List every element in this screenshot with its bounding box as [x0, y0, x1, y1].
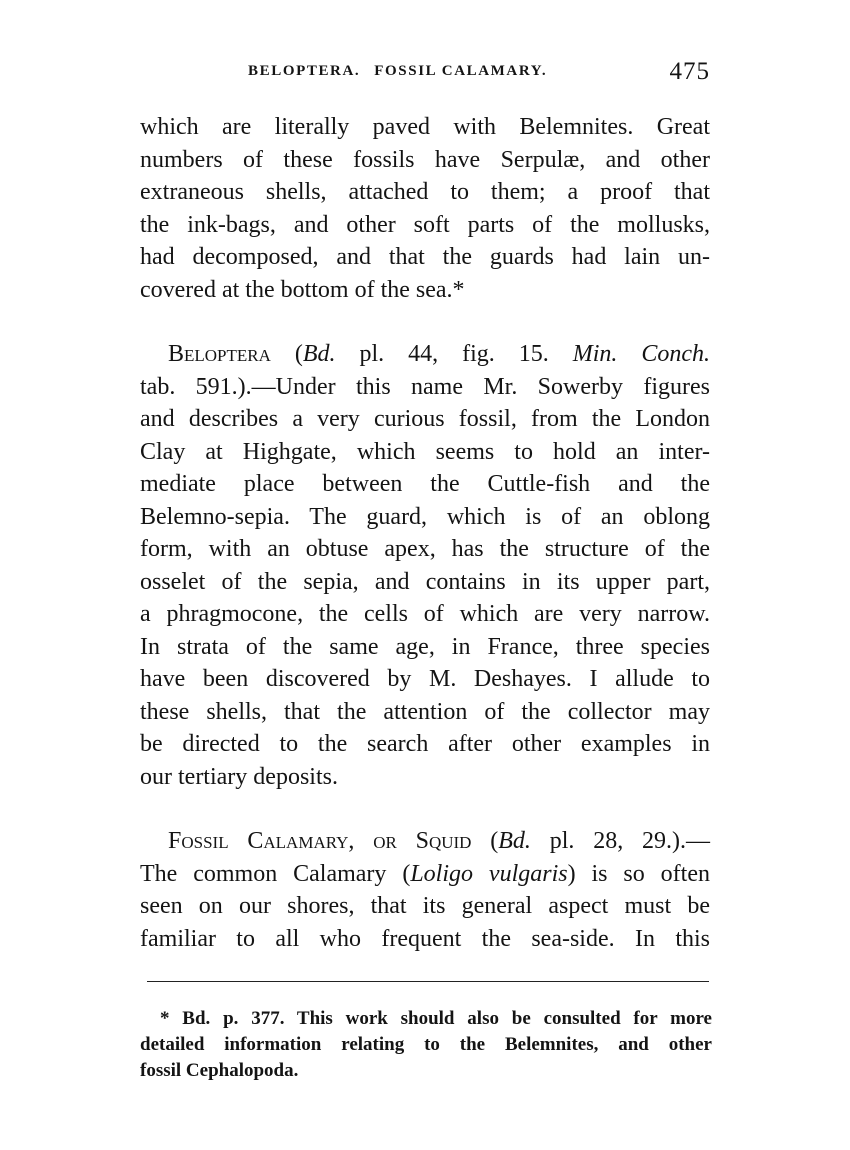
page-header [140, 58, 710, 92]
running-head-right: FOSSIL CALAMARY. [374, 63, 548, 79]
running-head [248, 63, 547, 80]
text-line: mediate place between the Cuttle-fish and the [140, 471, 710, 497]
text-line: Belemno-sepia. The guard, which is of an oblong [140, 503, 710, 530]
text-line: had decomposed, and that the guards had lain un- [140, 244, 710, 270]
text-line: these shells, that the attention of the collector may [140, 698, 710, 725]
section-heading-beloptera: Beloptera [168, 341, 271, 367]
text-line: covered at the bottom of the sea.* [140, 276, 465, 303]
text-line: the ink-bags, and other soft parts of the mollusks, [140, 211, 710, 238]
text-fragment: ) is so often [567, 860, 710, 887]
footnote-rule [147, 981, 709, 982]
text-line: Clay at Highgate, which seems to hold an inter- [140, 438, 710, 465]
text-line: In strata of the same age, in France, three species [140, 633, 710, 660]
text-line: and describes a very curious fossil, from the London [140, 406, 710, 432]
footnote-line: fossil Cephalopoda. [140, 1060, 299, 1081]
paragraph-continuation [140, 111, 710, 306]
text-line [140, 825, 710, 858]
text-line: a phragmocone, the cells of which are very narrow. [140, 601, 710, 627]
text-line: extraneous shells, attached to them; a proof that [140, 179, 710, 205]
footnote [140, 1006, 712, 1084]
reference-bd: Bd. [302, 341, 336, 367]
text-line: numbers of these fossils have Serpulæ, and other [140, 146, 710, 173]
text-line: seen on our shores, that its general aspect must be [140, 893, 710, 919]
section-heading-calamary: Fossil Calamary, or Squid [168, 828, 472, 854]
reference-open: ( [270, 341, 303, 367]
text-fragment: The common Calamary ( [140, 860, 411, 887]
text-line: our tertiary deposits. [140, 763, 338, 790]
text-line: be directed to the search after other examples in [140, 731, 710, 757]
text-line: tab. 591.).—Under this name Mr. Sowerby figures [140, 373, 710, 400]
text-line: which are literally paved with Belemnites. Great [140, 114, 710, 140]
paragraph-fossil-calamary [140, 825, 710, 955]
reference-open: ( [471, 828, 499, 854]
reference-plate: pl. 44, fig. 15. [335, 341, 573, 367]
text-line: osselet of the sepia, and contains in its upper part, [140, 568, 710, 595]
text-line: have been discovered by M. Deshayes. I allude to [140, 666, 710, 692]
page-number: 475 [669, 58, 710, 85]
reference-bd: Bd. [498, 828, 531, 854]
species-name: Loligo vulgaris [410, 860, 568, 887]
paragraph-beloptera [140, 338, 710, 793]
text-line [140, 338, 710, 371]
text-line [140, 858, 710, 891]
footnote-line: * Bd. p. 377. This work should also be consulted for more [160, 1008, 712, 1029]
reference-plate: pl. 28, 29.).— [530, 828, 710, 854]
footnote-line: detailed information relating to the Belemnites, and other [140, 1034, 712, 1055]
text-line: familiar to all who frequent the sea-side. In this [140, 925, 710, 952]
text-line: form, with an obtuse apex, has the structure of the [140, 536, 710, 562]
reference-min-conch: Min. Conch. [572, 341, 711, 367]
running-head-left: BELOPTERA. [248, 63, 361, 79]
